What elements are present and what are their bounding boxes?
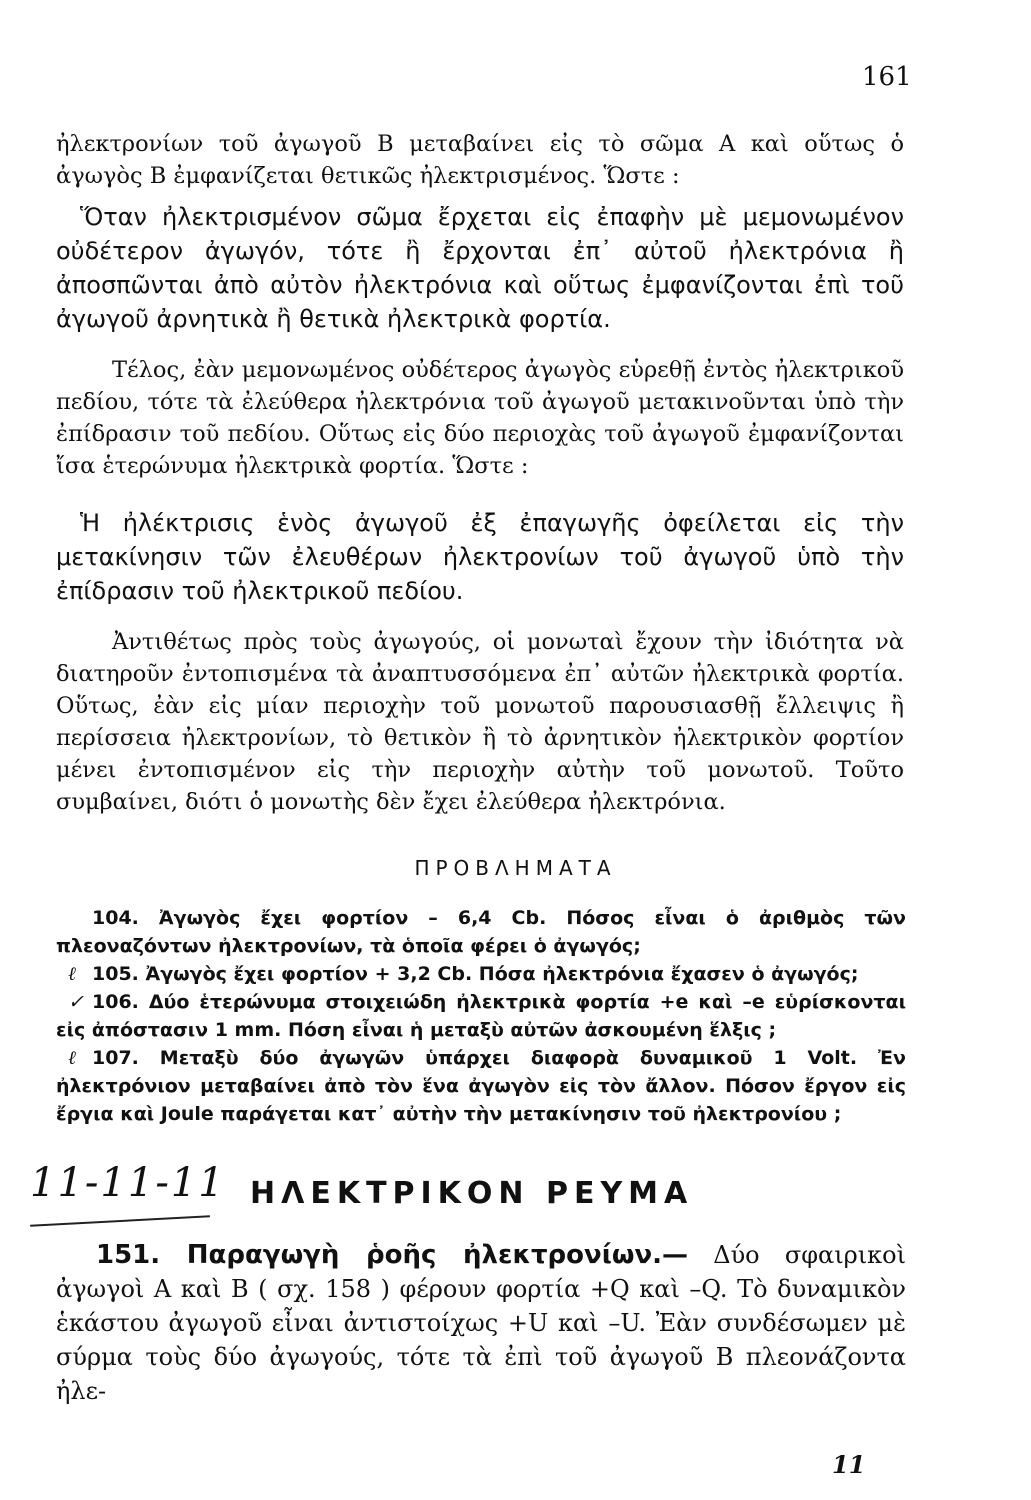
paragraph-text: Τέλος, ἐὰν μεμονωμένος οὐδέτερος ἀγωγὸς εὑρεθῇ ἐντὸς ἠλεκτρικοῦ πεδίου, τότε τὰ ἐλεύθερα ἠλεκτρόνια τοῦ ἀγωγοῦ μετακινοῦνται ὑπὸ τὴν ἐπίδρασιν τοῦ πεδίου. Οὕτως εἰς δύο περιοχὰς τοῦ ἀγωγοῦ ἐμφανίζονται ἴσα ἑτερώνυμα ἠλεκτρικὰ φορτία. Ὥστε : <box>56 357 904 479</box>
problem-item <box>56 960 906 988</box>
problem-text: 105. Ἀγωγὸς ἔχει φορτίον + 3,2 Cb. Πόσα ἠλεκτρόνια ἔχασεν ὁ ἀγωγός; <box>92 963 859 985</box>
pen-mark: ℓ <box>68 963 76 985</box>
section-paragraph <box>56 1238 906 1408</box>
rule-statement-1 <box>56 200 904 336</box>
handwritten-underline <box>30 1215 210 1226</box>
handwritten-note: 11-11-11 <box>30 1160 226 1206</box>
problems-list <box>56 904 906 1128</box>
pen-mark: ℓ <box>68 1047 76 1069</box>
signature-mark: 11 <box>832 1450 866 1479</box>
pen-mark: ✓ <box>68 991 84 1013</box>
section-151 <box>56 1238 906 1408</box>
chapter-title: ΗΛΕΚΤΡΙΚΟΝ ΡΕΥΜΑ <box>250 1176 694 1211</box>
problem-item <box>56 1044 906 1128</box>
paragraph-text: ἠλεκτρονίων τοῦ ἀγωγοῦ Β μεταβαίνει εἰς τὸ σῶμα Α καὶ οὕτως ὁ ἀγωγὸς Β ἐμφανίζεται θετικῶς ἠλεκτρισμένος. Ὥστε : <box>56 131 904 189</box>
rule-text: Ὅταν ἠλεκτρισμένον σῶμα ἔρχεται εἰς ἐπαφὴν μὲ μεμονωμένον οὐδέτερον ἀγωγόν, τότε ἢ ἔρχονται ἐπ᾿ αὐτοῦ ἠλεκτρόνια ἢ ἀποσπῶνται ἀπὸ αὐτὸν ἠλεκτρόνια καὶ οὕτως ἐμφανίζονται ἐπὶ τοῦ ἀγωγοῦ ἀρνητικὰ ἢ θετικὰ ἠλεκτρικὰ φορτία. <box>56 203 904 333</box>
problems-title: ΠΡΟΒΛΗΜΑΤΑ <box>414 856 617 880</box>
problem-text: 107. Μεταξὺ δύο ἀγωγῶν ὑπάρχει διαφορὰ δυναμικοῦ 1 Volt. Ἐν ἠλεκτρόνιον μεταβαίνει ἀπὸ τὸν ἕνα ἀγωγὸν εἰς τὸν ἄλλον. Πόσον ἔργον εἰς ἔργια καὶ Joule παράγεται κατ᾿ αὐτὴν τὴν μετακίνησιν τοῦ ἠλεκτρονίου ; <box>56 1047 906 1125</box>
problem-item <box>56 988 906 1044</box>
section-heading: 151. Παραγωγὴ ῥοῆς ἠλεκτρονίων.— <box>96 1240 689 1270</box>
rule-statement-2 <box>56 506 904 608</box>
chapter-header <box>30 1160 930 1230</box>
problem-text: 104. Ἀγωγὸς ἔχει φορτίον – 6,4 Cb. Πόσος εἶναι ὁ ἀριθμὸς τῶν πλεοναζόντων ἠλεκτρονίων, τὰ ὁποῖα φέρει ὁ ἀγωγός; <box>56 907 906 957</box>
problem-text: 106. Δύο ἑτερώνυμα στοιχειώδη ἠλεκτρικὰ φορτία +e καὶ –e εὑρίσκονται εἰς ἀπόστασιν 1 mm. Πόση εἶναι ἡ μεταξὺ αὐτῶν ἀσκουμένη ἕλξις ; <box>56 991 906 1041</box>
page-number: 161 <box>862 62 912 92</box>
paragraph-text: Ἀντιθέτως πρὸς τοὺς ἀγωγούς, οἱ μονωταὶ ἔχουν τὴν ἰδιότητα νὰ διατηροῦν ἐντοπισμένα τὰ ἀναπτυσσόμενα ἐπ᾿ αὐτῶν ἠλεκτρικὰ φορτία. Οὕτως, ἐὰν εἰς μίαν περιοχὴν τοῦ μονωτοῦ παρουσιασθῇ ἔλλειψις ἢ περίσσεια ἠλεκτρονίων, τὸ θετικὸν ἢ τὸ ἀρνητικὸν ἠλεκτρικὸν φορτίον μένει ἐντοπισμένον εἰς τὴν περιοχὴν αὐτὴν τοῦ μονωτοῦ. Τοῦτο συμβαίνει, διότι ὁ μονωτὴς δὲν ἔχει ἐλεύθερα ἠλεκτρόνια. <box>56 629 904 815</box>
rule-text: Ἡ ἠλέκτρισις ἑνὸς ἀγωγοῦ ἐξ ἐπαγωγῆς ὀφείλεται εἰς τὴν μετακίνησιν τῶν ἐλευθέρων ἠλεκτρονίων τοῦ ἀγωγοῦ ὑπὸ τὴν ἐπίδρασιν τοῦ ἠλεκτρικοῦ πεδίου. <box>56 509 904 605</box>
section-text: Δύο σφαιρικοὶ ἀγωγοὶ Α καὶ Β ( σχ. 158 ) φέρουν φορτία +Q καὶ –Q. Τὸ δυναμικὸν ἑκάστου ἀγωγοῦ εἶναι ἀντιστοίχως +U καὶ –U. Ἐὰν συνδέσωμεν μὲ σύρμα τοὺς δύο ἀγωγούς, τότε τὰ ἐπὶ τοῦ ἀγωγοῦ Β πλεονάζοντα ἠλε- <box>56 1241 907 1405</box>
body-paragraph-2 <box>56 354 904 482</box>
problem-item <box>56 904 906 960</box>
body-paragraph-1 <box>56 128 904 192</box>
body-paragraph-3 <box>56 626 904 818</box>
